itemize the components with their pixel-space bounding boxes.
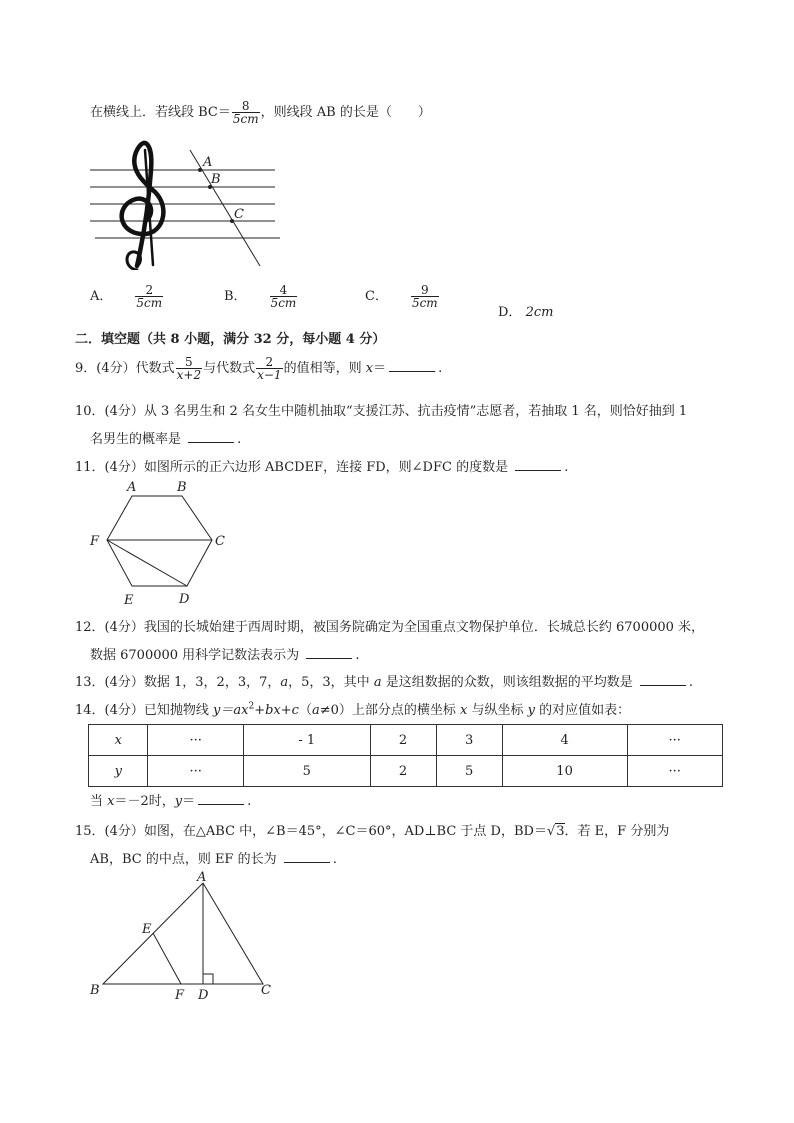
q15-line1-a: 15．(4分）如图，在△ABC 中，∠B＝45°，∠C＝60°，AD⊥BC 于点 D，BD＝ (75, 824, 547, 839)
q13-var: a (280, 675, 289, 690)
table-cell: x (89, 725, 148, 756)
q12-line2 (90, 644, 359, 663)
q9-frac1-num: 5 (185, 355, 193, 369)
q8-option-d-letter: D． (498, 305, 522, 320)
q9-frac2-den: x−1 (257, 368, 282, 382)
q14-after-a: 当 (90, 794, 108, 809)
q15-line1 (75, 820, 669, 839)
q11-label-b: B (177, 480, 187, 495)
table-cell: 5 (436, 756, 502, 787)
q8-option-d[interactable] (498, 301, 553, 320)
table-row (89, 725, 723, 756)
q8-label-c: C (234, 207, 244, 222)
q8-staff-figure (85, 130, 285, 270)
q8-option-b[interactable] (224, 284, 298, 309)
q9-prefix: 9．(4分）代数式 (75, 361, 175, 376)
q13 (75, 671, 693, 690)
q14-cond-a: （ (298, 703, 312, 718)
q14-end: . (247, 794, 252, 809)
q11-answer-blank[interactable] (515, 459, 561, 471)
q10-line1: 10．(4分）从 3 名男生和 2 名女生中随机抽取“支援江苏、抗击疫情”志愿者，若抽取 1 名，则恰好抽到 1 (75, 404, 688, 419)
table-cell: ··· (627, 725, 722, 756)
q9-answer-blank[interactable] (389, 360, 435, 372)
q8-option-a-letter: A． (90, 289, 113, 304)
q11-label-e: E (124, 593, 134, 608)
q11-label-c: C (215, 534, 225, 549)
q12-answer-blank[interactable] (306, 647, 352, 659)
q13-end: . (688, 675, 694, 690)
table-row (89, 756, 723, 787)
q9-end: . (438, 361, 443, 376)
q15-sqrt-value: 3 (556, 824, 565, 839)
q14-after-x: x (107, 794, 115, 809)
q14-eq-exp: 2 (248, 701, 255, 712)
q14-xvar: x (460, 703, 468, 718)
q12-line1: 12．(4分）我国的长城始建于西周时期，被国务院确定为全国重点文物保护单位．长城总长约 6700000 米， (75, 620, 705, 635)
q10-line2-text: 名男生的概率是 (90, 432, 182, 447)
q8-stem (90, 100, 431, 125)
q8-bc-den: 5cm (232, 112, 259, 126)
q15-label-a: A (197, 870, 207, 885)
q14-after-y: y (174, 794, 183, 809)
q10-end: . (237, 432, 242, 447)
q8-option-b-num: 4 (279, 283, 288, 297)
section-title: 二．填空题（共 8 小题，满分 32 分，每小题 4 分） (75, 332, 386, 347)
q15-sqrt: √3 (546, 824, 565, 839)
q14-yvar: y (527, 703, 535, 718)
q9-suffix-a: 的值相等，则 (283, 361, 366, 376)
table-cell: 10 (502, 756, 627, 787)
q15-label-d: D (198, 988, 209, 1003)
q8-option-c-den: 5cm (411, 296, 438, 310)
q9-frac1-den: x+2 (176, 368, 202, 382)
table-cell: ··· (627, 756, 722, 787)
q8-option-a[interactable] (90, 284, 164, 309)
q8-option-c-letter: C． (365, 289, 388, 304)
q14-after-b: ＝－2时， (114, 794, 175, 809)
q14-stem (75, 699, 630, 718)
q14-answer-blank[interactable] (198, 793, 244, 805)
q11-label-a: A (127, 480, 137, 495)
q8-option-a-den: 5cm (136, 296, 163, 310)
q14-eq-b: +bx+c (254, 703, 299, 718)
table-cell: ··· (148, 725, 243, 756)
q15-line2-text: AB，BC 的中点，则 EF 的长为 (90, 852, 277, 867)
q12-line2-text: 数据 6700000 用科学记数法表示为 (90, 648, 300, 663)
q8-text-b: ，则线段 AB 的长是（ ） (260, 105, 431, 120)
q15-line1-b: ．若 E，F 分别为 (564, 824, 670, 839)
q14-value-table (88, 724, 723, 787)
q14-cond-b: ≠0）上部分点的横坐标 (319, 703, 461, 718)
q14-mid: 与纵坐标 (467, 703, 528, 718)
q9-var: x (365, 361, 374, 376)
q8-option-b-letter: B． (224, 289, 247, 304)
q15-label-e: E (142, 922, 152, 937)
q15-label-c: C (261, 983, 271, 998)
q9-suffix-b: ＝ (373, 361, 387, 376)
q14-after-c: ＝ (182, 794, 196, 809)
table-cell: 4 (502, 725, 627, 756)
q8-option-a-num: 2 (145, 283, 154, 297)
q13-prefix: 13．(4分）数据 1，3，2，3，7， (75, 675, 281, 690)
q8-label-b: B (211, 172, 221, 187)
q11-end: . (564, 460, 569, 475)
table-cell: y (89, 756, 148, 787)
q14-question (90, 790, 251, 809)
q9-mid: 与代数式 (203, 361, 256, 376)
q11-label-f: F (90, 534, 100, 549)
q15-end: . (332, 852, 337, 867)
q11 (75, 456, 568, 475)
q14-suffix: 的对应值如表： (534, 703, 631, 718)
q15-label-f: F (175, 988, 185, 1003)
treble-clef-icon (122, 143, 164, 270)
q8-label-a: A (203, 155, 213, 170)
table-cell: 3 (436, 725, 502, 756)
q11-hexagon-figure (85, 476, 235, 610)
table-cell: 2 (370, 756, 436, 787)
table-cell: ··· (148, 756, 243, 787)
q14-cond-var: a (311, 703, 320, 718)
table-cell: 2 (370, 725, 436, 756)
q10-answer-blank[interactable] (188, 431, 234, 443)
q13-suffix: 是这组数据的众数，则该组数据的平均数是 (381, 675, 633, 690)
table-cell: - 1 (243, 725, 370, 756)
q15-answer-blank[interactable] (284, 851, 330, 863)
q12-end: . (355, 648, 360, 663)
q8-bc-fraction (232, 100, 260, 125)
q14-eq-a: y＝ax (213, 703, 249, 718)
q11-text: 11．(4分）如图所示的正六边形 ABCDEF，连接 FD，则∠DFC 的度数是 (75, 460, 509, 475)
q15-label-b: B (90, 983, 100, 998)
q14-prefix: 14．(4分）已知抛物线 (75, 703, 214, 718)
q13-mid: ，5，3，其中 (288, 675, 374, 690)
q13-var2: a (373, 675, 382, 690)
q8-option-c[interactable] (365, 284, 440, 309)
q11-label-d: D (179, 592, 190, 607)
table-cell: 5 (243, 756, 370, 787)
q13-answer-blank[interactable] (640, 674, 686, 686)
q8-option-d-text: 2cm (525, 305, 554, 320)
q9 (75, 356, 442, 381)
q9-frac2-num: 2 (265, 355, 274, 369)
q15-line2 (90, 848, 337, 867)
q10-line2 (90, 428, 241, 447)
q8-option-b-den: 5cm (270, 296, 297, 310)
q8-bc-num: 8 (241, 99, 250, 113)
q8-option-c-num: 9 (421, 283, 429, 297)
q15-triangle-figure (85, 868, 285, 1008)
q8-text-a: 在横线上．若线段 BC＝ (90, 105, 231, 120)
